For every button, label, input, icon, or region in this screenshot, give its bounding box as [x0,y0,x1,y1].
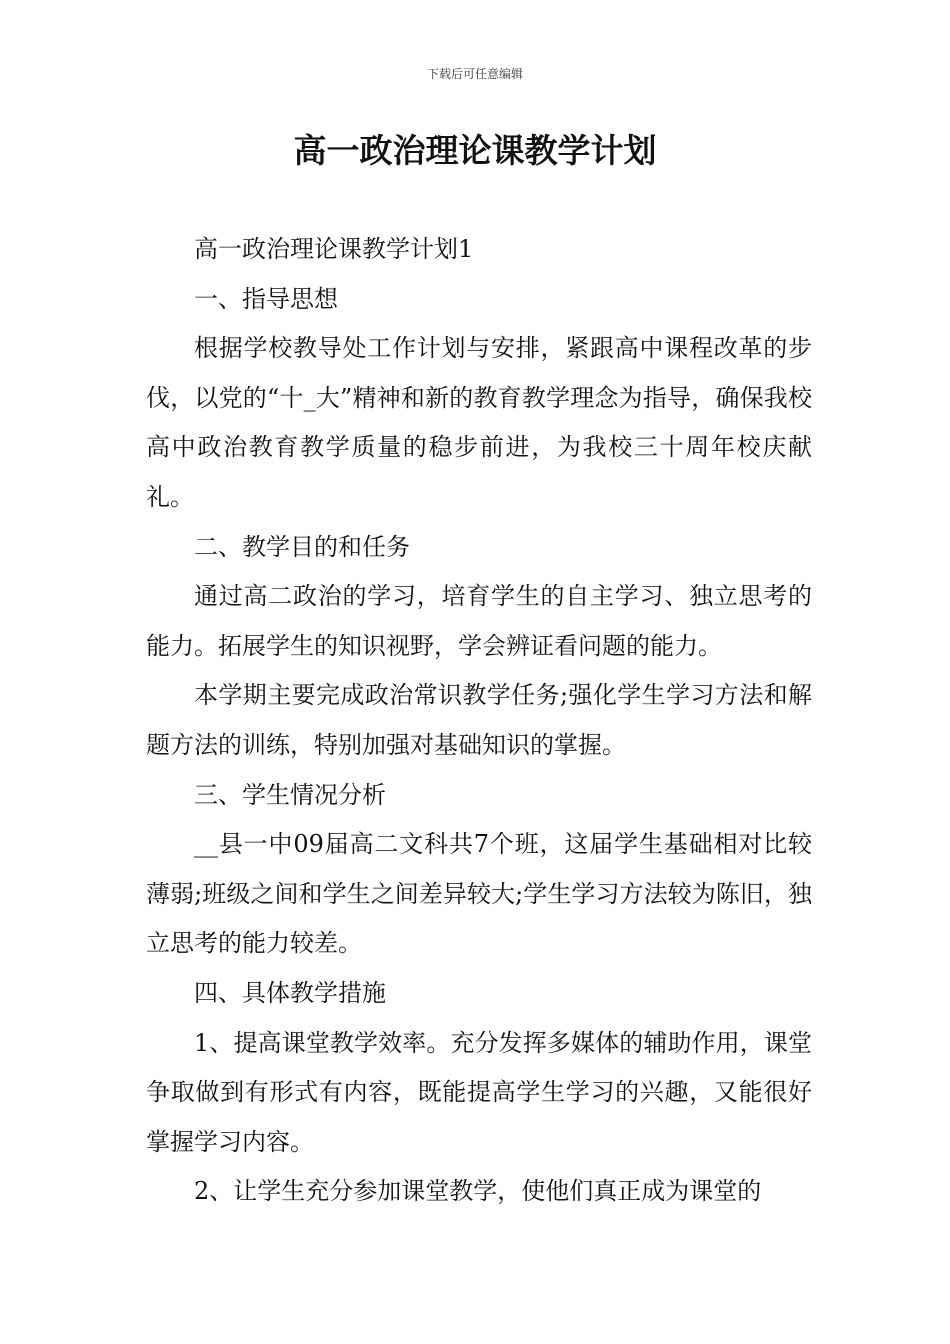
section-heading-student-analysis: 三、学生情况分析 [194,780,386,809]
paragraph-guiding-ideology: 根据学校教导处工作计划与安排，紧跟高中课程改革的步伐，以党的“十_大”精神和新的教育教学理念为指导，确保我校高中政治教育教学质量的稳步前进，为我校三十周年校庆献礼。 [146,334,812,511]
paragraph-student-analysis: __县一中09届高二文科共7个班，这届学生基础相对比较薄弱;班级之间和学生之间差异较大;学生学习方法较为陈旧，独立思考的能力较差。 [146,830,812,958]
paragraph-measure-1: 1、提高课堂教学效率。充分发挥多媒体的辅助作用，课堂争取做到有形式有内容，既能提高学生学习的兴趣，又能很好掌握学习内容。 [146,1028,812,1156]
paragraph-measure-2: 2、让学生充分参加课堂教学，使他们真正成为课堂的 [194,1177,762,1206]
document-title: 高一政治理论课教学计划 [293,131,657,170]
paragraph-semester-tasks: 本学期主要完成政治常识教学任务;强化学生学习方法和解题方法的训练，特别加强对基础知识的掌握。 [146,681,812,759]
section-heading-teaching-goals: 二、教学目的和任务 [194,532,410,561]
header-note: 下载后可任意编辑 [426,67,523,81]
section-heading-guiding-ideology: 一、指导思想 [194,284,338,313]
paragraph-subtitle: 高一政治理论课教学计划1 [194,235,474,263]
section-heading-teaching-measures: 四、具体教学措施 [194,978,386,1007]
paragraph-teaching-goals: 通过高二政治的学习，培育学生的自主学习、独立思考的能力。拓展学生的知识视野，学会辨证看问题的能力。 [146,582,812,660]
document-body [146,225,812,1217]
